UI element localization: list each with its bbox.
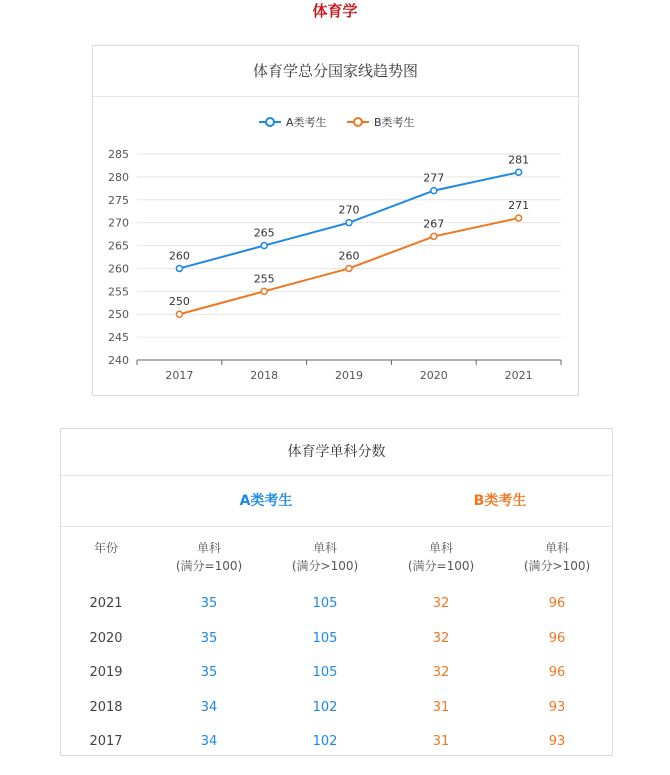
header-b2-line1: 单科 [544, 541, 569, 555]
table-row [61, 656, 612, 691]
line-chart [93, 46, 580, 397]
cell-a2: 102 [312, 699, 338, 715]
y-tick-label: 255 [108, 285, 129, 299]
table-row [61, 691, 612, 726]
y-tick-label: 265 [108, 239, 129, 253]
data-point [516, 169, 522, 175]
table-title: 体育学单科分数 [61, 429, 612, 476]
y-tick-label: 275 [108, 193, 129, 207]
legend-marker [354, 118, 362, 126]
cell-a1: 35 [200, 596, 218, 611]
legend-label: A类考生 [286, 116, 327, 129]
data-label: 265 [253, 226, 275, 240]
data-point [176, 311, 182, 317]
data-point [516, 215, 522, 221]
header-a1-line1: 单科 [196, 541, 221, 555]
cell-year: 2017 [89, 734, 123, 750]
cell-b2: 93 [548, 734, 566, 750]
cell-a2: 102 [312, 734, 338, 750]
header-b1-line1: 单科 [428, 541, 453, 555]
header-b1 [393, 539, 489, 575]
x-tick-label: 2021 [504, 369, 533, 382]
header-a1-line2: (满分=100) [175, 559, 243, 573]
x-tick-label: 2019 [335, 369, 363, 382]
cell-b1: 32 [432, 665, 450, 681]
table-row [61, 725, 612, 760]
cell-b2: 96 [548, 596, 566, 611]
score-table-card [60, 428, 613, 756]
header-a1 [161, 539, 257, 575]
column-header-row [61, 527, 612, 587]
y-tick-label: 245 [108, 331, 129, 345]
chart-card [92, 45, 579, 396]
cell-year: 2018 [89, 699, 123, 715]
cell-b1: 31 [432, 699, 450, 715]
cell-a2: 105 [312, 630, 338, 646]
chart-title: 体育学总分国家线趋势图 [93, 46, 578, 97]
header-a2 [277, 539, 373, 575]
data-label: 267 [423, 217, 445, 231]
page-title: 体育学 [312, 2, 358, 20]
cell-b1: 31 [432, 734, 450, 750]
group-a-label: A类考生 [239, 493, 293, 509]
data-point [176, 265, 182, 271]
cell-b2: 96 [548, 630, 566, 646]
legend-marker [266, 118, 274, 126]
cell-b1: 32 [432, 630, 450, 646]
data-label: 250 [168, 295, 190, 309]
y-tick-label: 270 [108, 216, 129, 230]
x-tick-label: 2018 [250, 369, 279, 382]
data-point [346, 265, 352, 271]
data-label: 260 [168, 249, 190, 263]
data-label: 277 [423, 171, 445, 185]
x-tick-label: 2020 [419, 369, 448, 382]
data-label: 260 [338, 249, 360, 263]
cell-a2: 105 [312, 665, 338, 681]
table-row [61, 622, 612, 657]
data-point [346, 220, 352, 226]
header-year: 年份 [93, 541, 118, 555]
data-point [261, 288, 267, 294]
y-tick-label: 240 [108, 354, 129, 367]
data-label: 281 [508, 153, 530, 167]
cell-year: 2020 [89, 630, 123, 646]
legend-label: B类考生 [374, 116, 415, 129]
group-header-row [61, 476, 612, 527]
data-label: 271 [508, 199, 530, 213]
cell-a2: 105 [312, 596, 338, 611]
data-point [261, 243, 267, 249]
cell-a1: 35 [200, 665, 218, 681]
header-b1-line2: (满分=100) [407, 559, 475, 573]
header-a2-line1: 单科 [312, 541, 337, 555]
y-tick-label: 250 [108, 308, 129, 322]
table-row [61, 587, 612, 622]
x-tick-label: 2017 [165, 369, 194, 382]
cell-year: 2019 [89, 665, 123, 681]
cell-a1: 34 [200, 699, 218, 715]
data-label: 255 [253, 272, 275, 286]
header-b2-line2: (满分>100) [523, 559, 591, 573]
cell-a1: 35 [200, 630, 218, 646]
y-tick-label: 285 [108, 148, 129, 161]
cell-b2: 93 [548, 699, 566, 715]
cell-b2: 96 [548, 665, 566, 681]
header-a2-line2: (满分>100) [291, 559, 359, 573]
header-b2 [509, 539, 605, 575]
y-tick-label: 260 [108, 262, 129, 276]
y-tick-label: 280 [108, 170, 129, 184]
data-point [431, 188, 437, 194]
cell-year: 2021 [89, 596, 123, 611]
data-point [431, 233, 437, 239]
cell-b1: 32 [432, 596, 450, 611]
cell-a1: 34 [200, 734, 218, 750]
group-b-label: B类考生 [473, 493, 527, 509]
data-label: 270 [338, 203, 360, 217]
